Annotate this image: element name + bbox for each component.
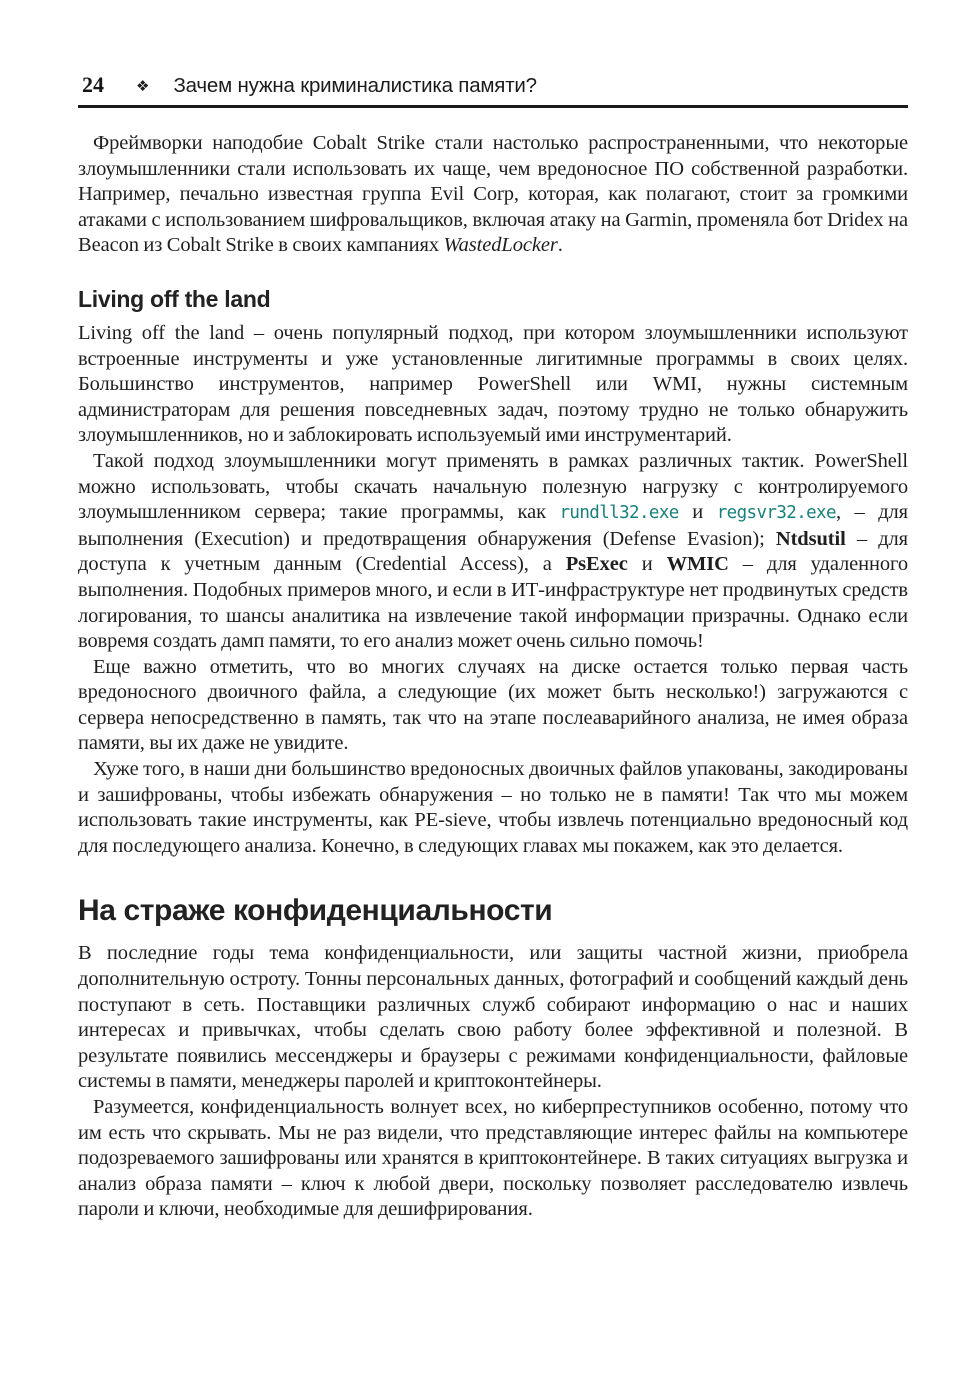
text-segment-code: regsvr32.exe [716, 503, 836, 524]
diamond-icon: ❖ [136, 77, 150, 95]
text-segment-normal: и [678, 501, 717, 524]
text-segment-normal: Фреймворки наподобие Cobalt Strike стали настолько распространенными, что некоторые злоумышленники стали использовать их чаще, чем вредоносное ПО собственной разработки. Например, печально известная группа Evil Corp, которая, как полагают, стоит за громкими атаками с использованием шифровальщиков, включая атаку на Garmin, променяла бот Dridex на Beacon из Cobalt Strike в своих кампаниях [78, 132, 908, 257]
text-segment-normal: Living off the land – очень популярный подход, при котором злоумышленники используют встроенные инструменты и уже установленные лигитимные программы в своих целях. Большинство инструментов, например PowerShell или WMI, нужны системным администраторам для решения повседневных задач, поэтому трудно не только обнаружить злоумышленников, но и заблокировать используемый ими инструментарий. [78, 321, 908, 447]
chapter-title: Зачем нужна криминалистика памяти? [173, 74, 537, 97]
paragraph [78, 131, 908, 259]
text-segment-normal: В последние годы тема конфиденциальности, или защиты частной жизни, приобрела дополнительную остроту. Тонны персональных данных, фотографий и сообщений каждый день поступают в сеть. Поставщики различных служб собирают информацию о нас и наших интересах и привычках, чтобы сделать свою работу более эффективной и полезной. В результате появились мессенджеры и браузеры с режимами конфиденциальности, файловые системы в памяти, менеджеры паролей и криптоконтейнеры. [78, 942, 908, 1093]
subheading: Living off the land [78, 285, 271, 312]
text-segment-italic: WastedLocker [443, 234, 558, 257]
paragraph [78, 941, 908, 1095]
text-segment-normal: Разумеется, конфиденциальность волнует всех, но киберпреступников особенно, потому что им есть что скрывать. Мы не раз видели, что представляющие интерес файлы на компьютере подозреваемого зашифрованы или хранятся в криптоконтейнере. В таких ситуациях выгрузка и анализ образа памяти – ключ к любой двери, поскольку позволяет расследователю извлечь пароли и ключи, необходимые для дешифрирования. [78, 1096, 908, 1221]
section-heading: На страже конфиденциальности [78, 894, 553, 928]
text-segment-bold: Ntdsutil [775, 527, 846, 550]
text-segment-code: rundll32.exe [559, 503, 679, 524]
paragraph [78, 655, 908, 757]
paragraph [78, 449, 908, 655]
paragraph [78, 1095, 908, 1223]
page-number: 24 [82, 72, 104, 97]
text-segment-normal: Хуже того, в наши дни большинство вредоносных двоичных файлов упакованы, закодированы и зашифрованы, чтобы избежать обнаружения – но только не в памяти! Так что мы можем использовать такие инструменты, как PE-sieve, чтобы извлечь потенциально вредоносный код для последующего анализа. Конечно, в следующих главах мы покажем, как это делается. [78, 758, 908, 857]
text-segment-normal: – для доступа к учетным данным (Credential Access), а [78, 527, 908, 576]
text-segment-bold: WMIC [666, 553, 729, 576]
text-segment-normal: Еще важно отметить, что во многих случаях на диске остается только первая часть вредоносного двоичного файла, а следующие (их может быть несколько!) загружаются с сервера непосредственно в память, так что на этапе послеаварийного анализа, не имея образа памяти, вы их даже не увидите. [78, 655, 908, 755]
text-segment-bold: PsExec [565, 553, 628, 576]
text-segment-normal: , – для выполнения (Execution) и предотвращения обнаружения (Defense Evasion); [78, 501, 909, 550]
page-body [78, 131, 908, 1223]
text-segment-normal: – для удаленного выполнения. Подобных примеров много, и если в ИТ-инфраструктуре нет продвинутых средств логирования, то шансы аналитика на извлечение такой информации призрачны. Однако если вовремя создать дамп памяти, то его анализ может очень сильно помочь! [78, 553, 909, 653]
paragraph [78, 321, 908, 449]
text-segment-normal: и [627, 553, 667, 576]
paragraph [78, 757, 908, 859]
text-segment-normal: . [557, 234, 563, 257]
text-segment-normal: Такой подход злоумышленники могут применять в рамках различных тактик. PowerShell можно использовать, чтобы скачать начальную полезную нагрузку с контролируемого злоумышленником сервера; такие программы, как [78, 449, 908, 524]
running-head [78, 72, 908, 108]
